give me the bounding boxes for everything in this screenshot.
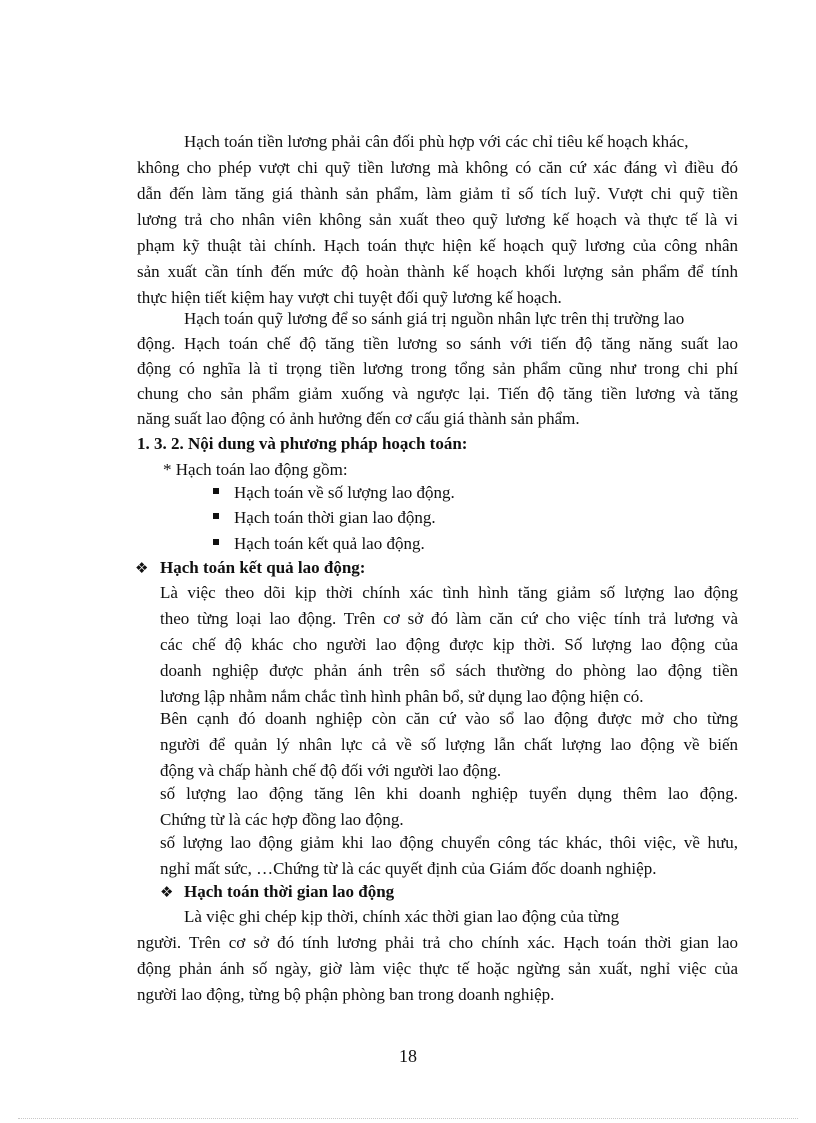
paragraph-line: lương trả cho nhân viên không sản xuất theo quỹ lương kế hoạch và thực tế là vi: [137, 210, 738, 229]
paragraph-line: động có nghĩa là tỉ trọng tiền lương trong tổng sản phẩm cũng như trong chi phí: [137, 359, 738, 378]
paragraph-line: lương lập nhằm nắm chắc tình hình phân bổ, sử dụng lao động hiện có.: [160, 687, 644, 706]
paragraph-line: Chứng từ là các hợp đồng lao động.: [160, 810, 404, 829]
diamond-bullet-icon: ❖: [160, 883, 174, 901]
paragraph-line: người lao động, từng bộ phận phòng ban trong doanh nghiệp.: [137, 985, 555, 1004]
paragraph-line: người. Trên cơ sở đó tính lương phải trả cho chính xác. Hạch toán thời gian lao: [137, 933, 738, 952]
list-item: Hạch toán về số lượng lao động.: [234, 483, 455, 502]
page-number: 18: [399, 1046, 417, 1066]
paragraph-line: Là việc ghi chép kịp thời, chính xác thời gian lao động của từng: [184, 907, 620, 926]
paragraph-line: số lượng lao động tăng lên khi doanh nghiệp tuyển dụng thêm lao động.: [160, 784, 738, 803]
paragraph-line: số lượng lao động giảm khi lao động chuyển công tác khác, thôi việc, về hưu,: [160, 833, 738, 852]
list-item: Hạch toán kết quả lao động.: [234, 534, 425, 553]
paragraph-line: Hạch toán quỹ lương để so sánh giá trị nguồn nhân lực trên thị trường lao: [184, 309, 685, 328]
labor-accounting-intro: * Hạch toán lao động gồm:: [163, 460, 348, 479]
square-bullet-icon: [213, 488, 219, 494]
paragraph-line: động. Hạch toán chế độ tăng tiền lương so sánh với tiến độ tăng năng suất lao: [137, 334, 738, 353]
diamond-bullet-icon: ❖: [135, 559, 149, 577]
paragraph-line: năng suất lao động có ảnh hưởng đến cơ cấu giá thành sản phẩm.: [137, 409, 580, 428]
paragraph-line: chung cho sản phẩm giảm xuống và ngược lại. Tiến độ tăng tiền lương và tăng: [137, 384, 738, 403]
subsection-heading: Hạch toán thời gian lao động: [184, 882, 395, 901]
paragraph-line: không cho phép vượt chi quỹ tiền lương mà không có căn cứ xác đáng vì điều đó: [137, 158, 738, 177]
paragraph-line: thực hiện tiết kiệm hay vượt chi tuyệt đối quỹ lương kế hoạch.: [137, 288, 562, 307]
paragraph-line: các chế độ khác cho người lao động được kịp thời. Số lượng lao động của: [160, 635, 738, 654]
paragraph-line: động và chấp hành chế độ đối với người lao động.: [160, 761, 502, 780]
paragraph-line: người để quản lý nhân lực cả về số lượng lẫn chất lượng lao động về biến: [160, 735, 738, 754]
paragraph-line: Là việc theo dõi kịp thời chính xác tình hình tăng giảm số lượng lao động: [160, 583, 738, 602]
paragraph-line: động phản ánh số ngày, giờ làm việc thực tế hoặc ngừng sản xuất, nghỉ việc của: [137, 959, 738, 978]
list-item: Hạch toán thời gian lao động.: [234, 508, 436, 527]
paragraph-line: doanh nghiệp được phản ánh trên sổ sách thường do phòng lao động tiền: [160, 661, 738, 680]
paragraph-line: nghỉ mất sức, …Chứng từ là các quyết định của Giám đốc doanh nghiệp.: [160, 859, 657, 878]
paragraph-line: Bên cạnh đó doanh nghiệp còn căn cứ vào sổ lao động được mở cho từng: [160, 709, 738, 728]
paragraph-line: theo từng loại lao động. Trên cơ sở đó làm căn cứ cho việc tính trả lương và: [160, 609, 738, 628]
paragraph-line: phạm kỹ thuật tài chính. Hạch toán thực hiện kế hoạch quỹ lương của công nhân: [137, 236, 738, 255]
paragraph-line: sản xuất cần tính đến mức độ hoàn thành kế hoạch khối lượng sản phẩm để tính: [137, 262, 738, 281]
section-heading: 1. 3. 2. Nội dung và phương pháp hoạch toán:: [137, 434, 468, 453]
subsection-heading: Hạch toán kết quả lao động:: [160, 558, 366, 577]
square-bullet-icon: [213, 539, 219, 545]
paragraph-line: Hạch toán tiền lương phải cân đối phù hợp với các chỉ tiêu kế hoạch khác,: [184, 132, 689, 151]
paragraph-line: dẫn đến làm tăng giá thành sản phẩm, làm giảm tỉ số tích luỹ. Vượt chi quỹ tiền: [137, 184, 738, 203]
square-bullet-icon: [213, 513, 219, 519]
page-bottom-divider: [18, 1118, 798, 1119]
